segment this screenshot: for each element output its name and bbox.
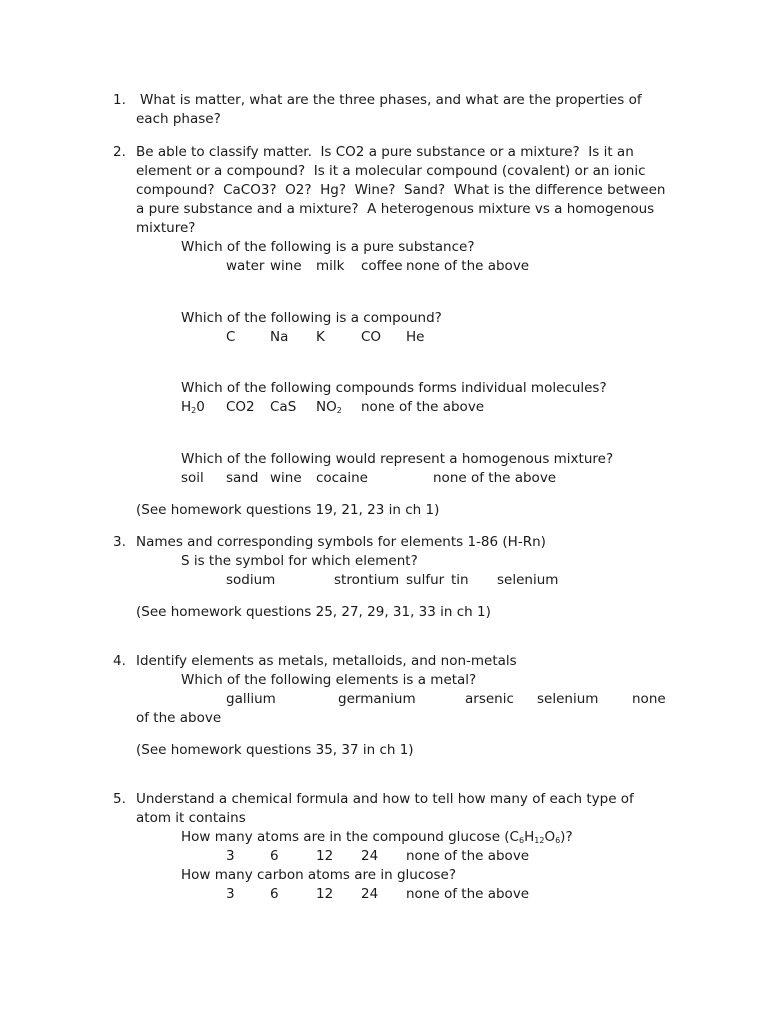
- q5-line-2: atom it contains: [136, 810, 246, 826]
- q2d-choice: sand: [226, 470, 259, 486]
- q3-question: S is the symbol for which element?: [181, 553, 418, 569]
- q3-choice: sulfur: [406, 572, 445, 588]
- q2a-question: Which of the following is a pure substance?: [181, 239, 475, 255]
- q2-homework-note: (See homework questions 19, 21, 23 in ch 1): [136, 502, 440, 518]
- q4-choice: germanium: [338, 691, 416, 707]
- q2b-choice: C: [226, 329, 236, 345]
- q5a-choice: 3: [226, 848, 235, 864]
- q4-line-1: Identify elements as metals, metalloids, and non-metals: [136, 653, 517, 669]
- q4-choice: none: [632, 691, 666, 707]
- q2d-choice: cocaine: [316, 470, 368, 486]
- q2c-choice-cas: CaS: [270, 399, 297, 415]
- q2b-choice: Na: [270, 329, 289, 345]
- q4-question: Which of the following elements is a metal?: [181, 672, 477, 688]
- q2-line-4: a pure substance and a mixture? A heterogenous mixture vs a homogenous: [136, 201, 655, 217]
- q3-number: 3.: [113, 534, 126, 550]
- q5b-choice: 3: [226, 886, 235, 902]
- q4-choice: arsenic: [465, 691, 514, 707]
- q2-line-2: element or a compound? Is it a molecular compound (covalent) or an ionic: [136, 163, 646, 179]
- q2c-choice-h2o: $H_20$: [181, 399, 205, 415]
- q3-choice: strontium: [334, 572, 400, 588]
- q2-line-1: Be able to classify matter. Is CO2 a pure substance or a mixture? Is it an: [136, 144, 634, 160]
- q4-choice: selenium: [537, 691, 599, 707]
- q5b-choice: 24: [361, 886, 379, 902]
- q4-choice: gallium: [226, 691, 276, 707]
- q5-line-1: Understand a chemical formula and how to tell how many of each type of: [136, 791, 634, 807]
- q2a-choice: water: [226, 258, 265, 274]
- q4-choice-wrap: of the above: [136, 710, 222, 726]
- q5-number: 5.: [113, 791, 126, 807]
- q3-choice: sodium: [226, 572, 276, 588]
- q4-homework-note: (See homework questions 35, 37 in ch 1): [136, 742, 414, 758]
- q3-choice: selenium: [497, 572, 559, 588]
- q2c-choice-no2: $NO_2$: [316, 399, 342, 415]
- q2d-choice: none of the above: [433, 470, 557, 486]
- q1-number: 1.: [113, 92, 126, 108]
- q3-homework-note: (See homework questions 25, 27, 29, 31, 33 in ch 1): [136, 604, 491, 620]
- q2d-question: Which of the following would represent a homogenous mixture?: [181, 451, 614, 467]
- q2b-choice: K: [316, 329, 325, 345]
- q5b-choice: 6: [270, 886, 279, 902]
- q2-number: 2.: [113, 144, 126, 160]
- q5a-choice: 24: [361, 848, 379, 864]
- q5a-question: How many atoms are in the compound glucose $(C_6H_{12}O_6)$?: [181, 829, 573, 845]
- q5b-choice: none of the above: [406, 886, 530, 902]
- q5a-choice: 6: [270, 848, 279, 864]
- q2b-question: Which of the following is a compound?: [181, 310, 442, 326]
- q1-line-1: What is matter, what are the three phases, and what are the properties of: [140, 92, 642, 108]
- q5b-question: How many carbon atoms are in glucose?: [181, 867, 457, 883]
- q2a-choice: coffee: [361, 258, 403, 274]
- q2c-choice-co2: CO2: [226, 399, 255, 415]
- q2b-choice: CO: [361, 329, 382, 345]
- q5b-choice: 12: [316, 886, 334, 902]
- q2-line-3: compound? CaCO3? O2? Hg? Wine? Sand? What is the difference between: [136, 182, 666, 198]
- q1-line-2: each phase?: [136, 111, 221, 127]
- q2c-choice-none: none of the above: [361, 399, 485, 415]
- q5a-choice: none of the above: [406, 848, 530, 864]
- q4-number: 4.: [113, 653, 126, 669]
- q2b-choice: He: [406, 329, 425, 345]
- q2a-choice: none of the above: [406, 258, 530, 274]
- q3-choice: tin: [451, 572, 469, 588]
- q2d-choice: soil: [181, 470, 204, 486]
- q2-line-5: mixture?: [136, 220, 196, 236]
- q2d-choice: wine: [270, 470, 302, 486]
- q2a-choice: milk: [316, 258, 345, 274]
- q2c-question: Which of the following compounds forms individual molecules?: [181, 380, 607, 396]
- q2a-choice: wine: [270, 258, 302, 274]
- q3-line-1: Names and corresponding symbols for elements 1-86 (H-Rn): [136, 534, 546, 550]
- q5a-choice: 12: [316, 848, 334, 864]
